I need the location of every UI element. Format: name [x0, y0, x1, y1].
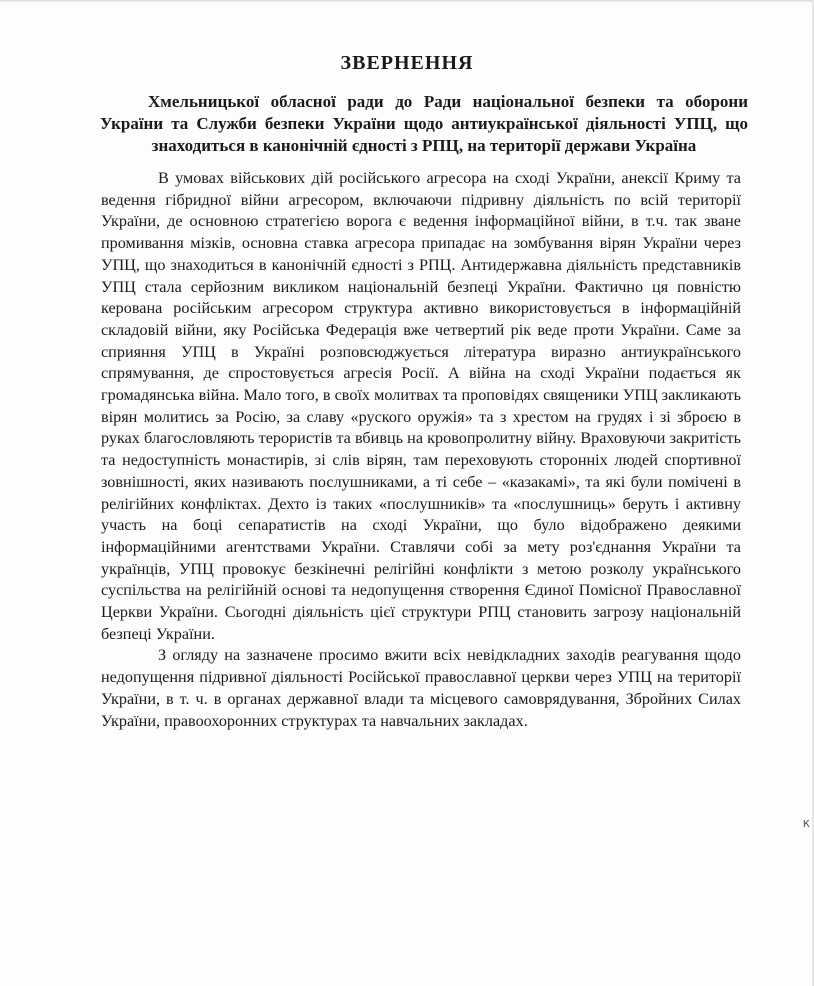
document-subtitle: Хмельницької обласної ради до Ради національної безпеки та оборони України та Служби безпеки України щодо антиукраїнської діяльності УПЦ, що знаходиться в канонічній єдності з РПЦ, на території держави Україна — [100, 92, 748, 155]
scan-edge-top — [0, 0, 814, 3]
body-paragraph-2: З огляду на зазначене просимо вжити всіх невідкладних заходів реагування щодо недопущення підривної діяльності Російської православної церкви через УПЦ на території України, в т. ч. в органах державної влади та місцевого самоврядування, Збройних Силах України, правоохоронних структурах та навчальних закладах. — [101, 646, 741, 730]
document-body — [101, 168, 741, 732]
document-title: ЗВЕРНЕННЯ — [340, 52, 474, 74]
body-paragraph-1: В умовах військових дій російського агресора на сході України, анексії Криму та ведення гібридної війни агресором, включаючи підривну діяльність по всій території України, де основною стратегією ворога є ведення інформаційної війни, в т.ч. так зване промивання мізків, основна ставка агресора припадає на зомбування вірян України через УПЦ, що знаходиться в канонічній єдності з РПЦ. Антидержавна діяльність представників УПЦ стала серйозним викликом національній безпеці України. Фактично ця повністю керована російським агресором структура активно використовується в інформаційній складовій війни, яку Російська Федерація вже четвертий рік веде проти України. Саме за сприяння УПЦ в Україні розповсюджується література виразно антиукраїнського спрямування, де спростовується агресія Росії. А війна на сході України подається як громадянська війна. Мало того, в своїх молитвах та проповідях священики УПЦ закликають вірян молитись за Росію, за славу «руского оружія» та з хрестом на грудях і зі зброєю в руках благословляють терористів та вбивць на кровопролитну війну. Враховуючи закритість та недоступність монастирів, зі слів вірян, там переховують сторонніх людей спортивної зовнішності, яких називають послушниками, а ті себе – «казакамі», та які були помічені в релігійних конфліктах. Дехто із таких «послушників» та «послушниць» беруть і активну участь на боці сепаратистів на сході України, що було відображено деякими інформаційними агентствами України. Ставлячи собі за мету роз'єднання України та українців, УПЦ провокує безкінечні релігійні конфлікти з метою розколу українського суспільства на релігійній основі та недопущення створення Єдиної Помісної Православної Церкви України. Сьогодні діяльність цієї структури РПЦ становить загрозу національній безпеці України. — [101, 169, 741, 643]
margin-mark: к — [802, 816, 810, 830]
